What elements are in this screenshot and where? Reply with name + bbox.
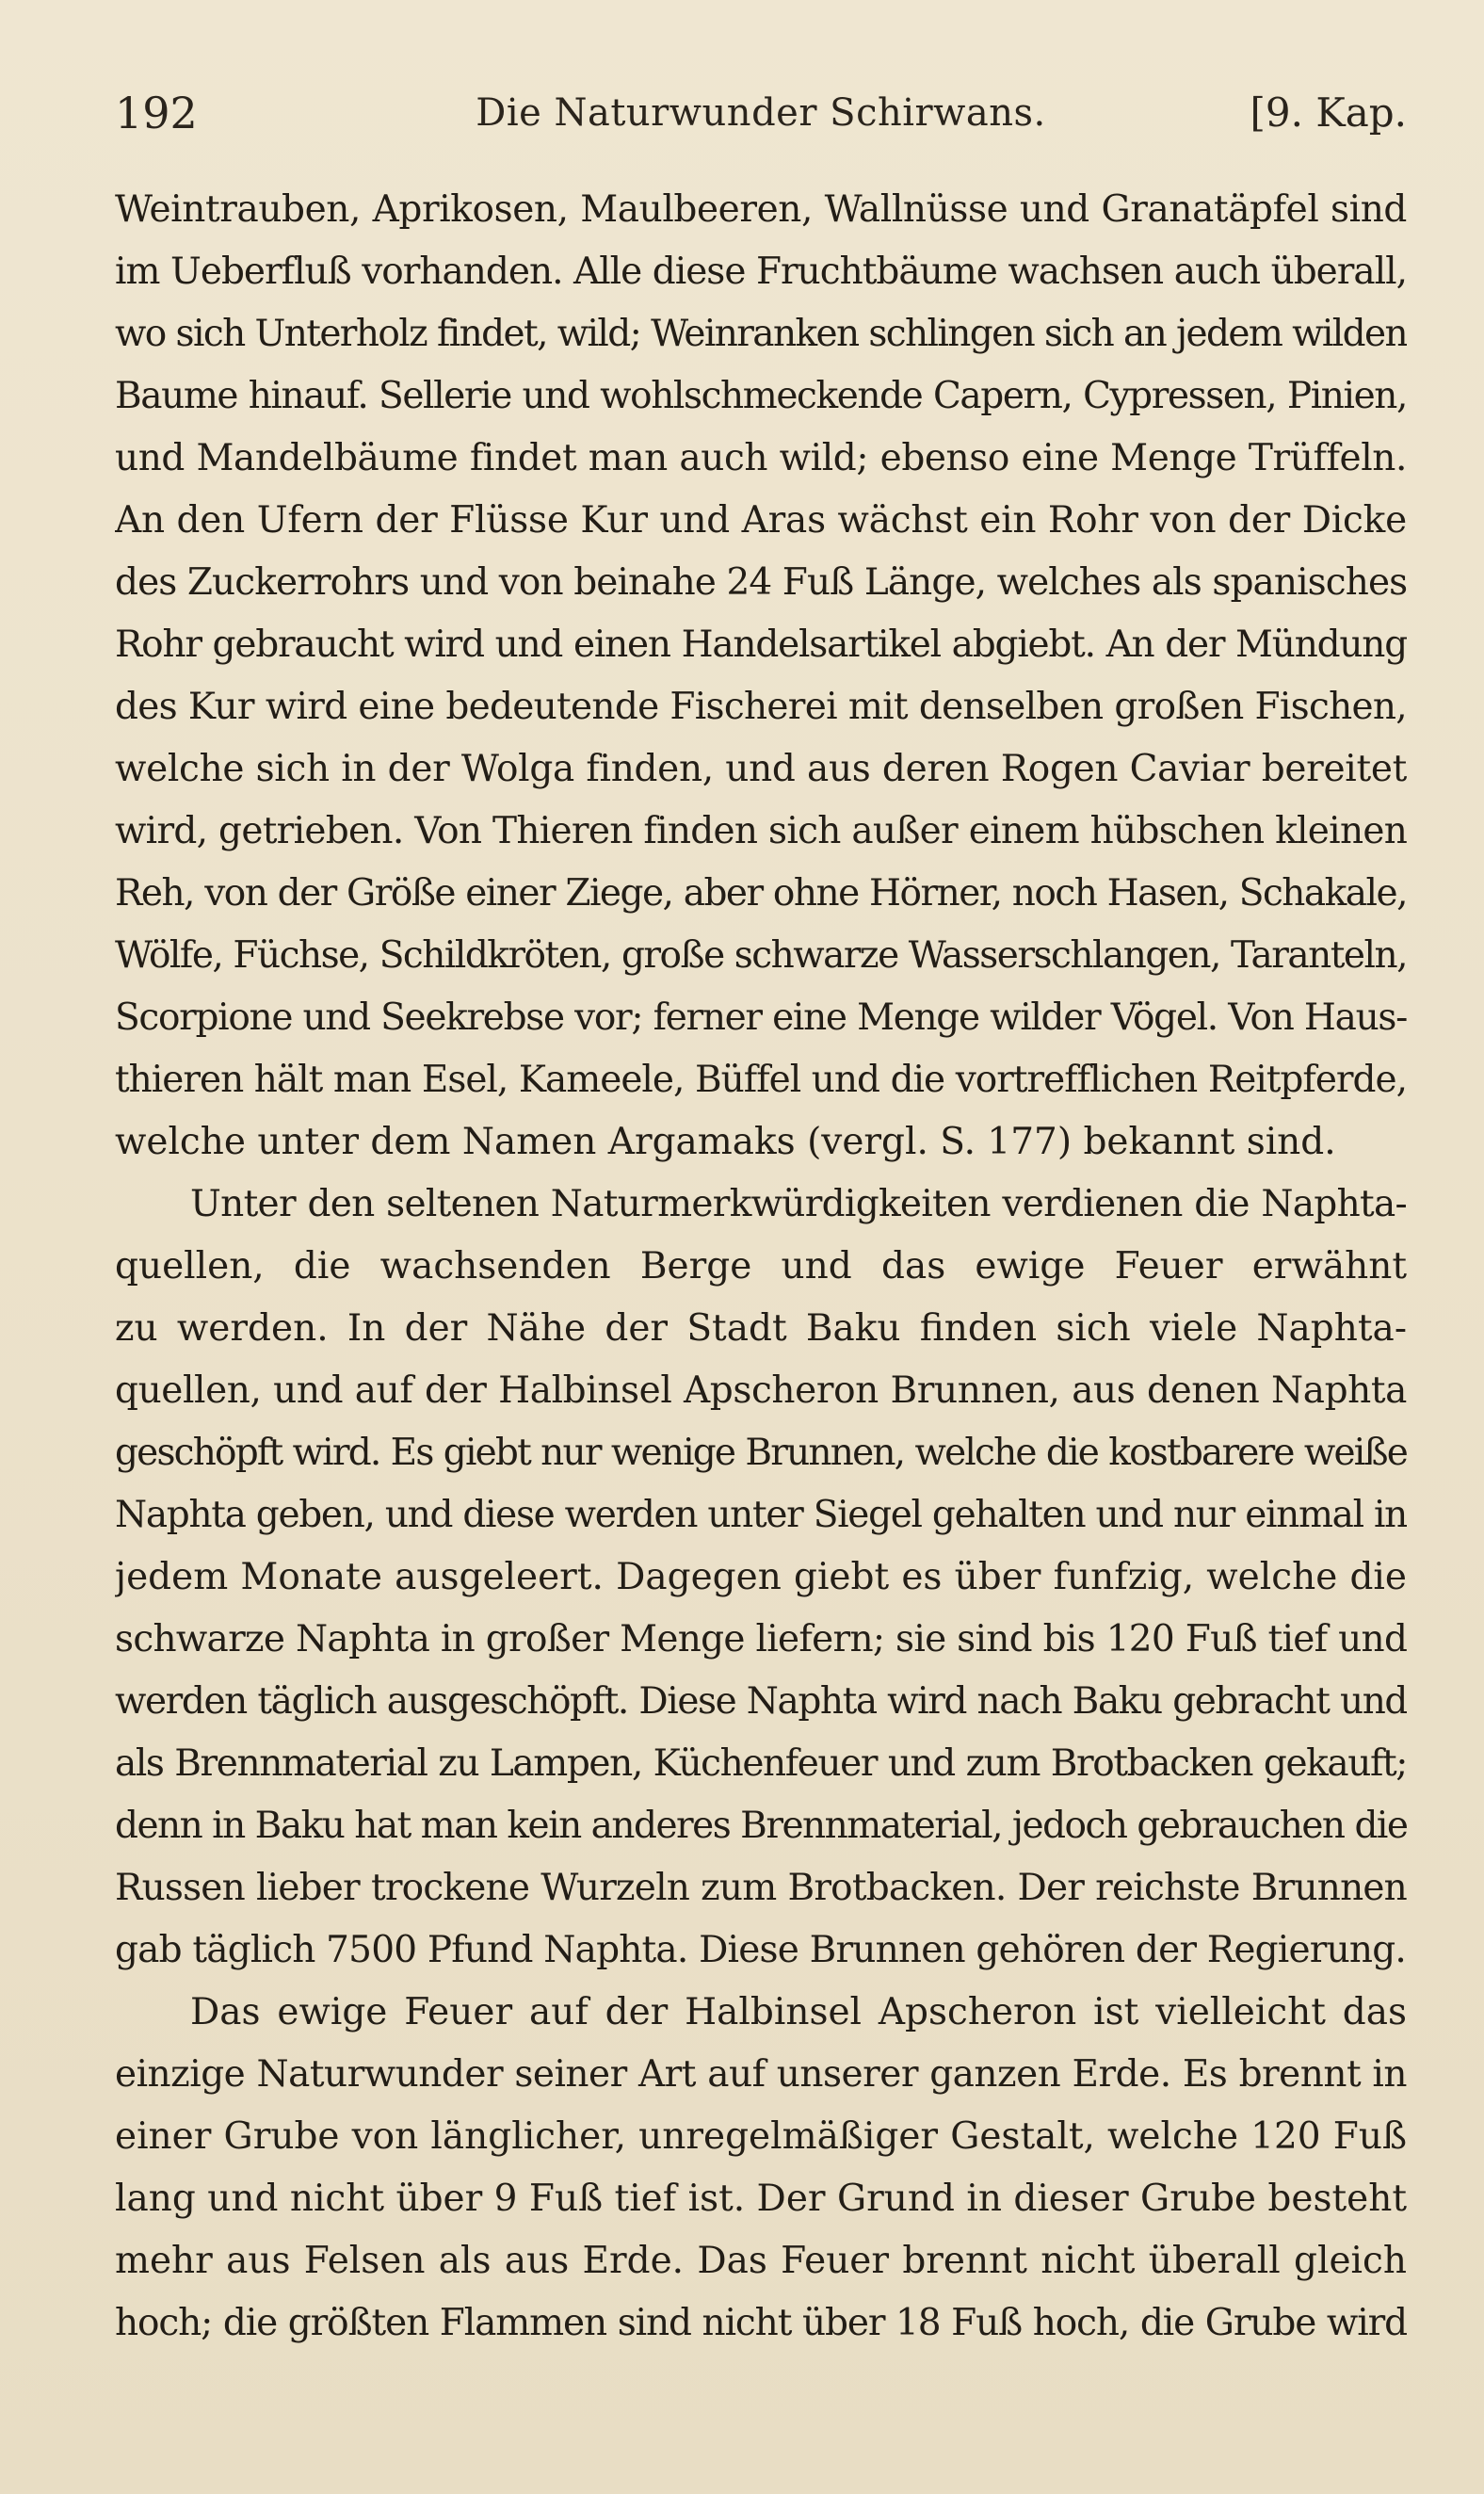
text-line: schwarze Naphta in großer Menge liefern; sie sind bis 120 Fuß tief und: [115, 1618, 1407, 1660]
text-line: gab täglich 7500 Pfund Naphta. Diese Brunnen gehören der Regierung.: [115, 1929, 1407, 1971]
page-header: [115, 85, 1407, 141]
text-line: Rohr gebraucht wird und einen Handelsartikel abgiebt. An der Mündung: [115, 624, 1407, 666]
text-line: quellen, die wachsenden Berge und das ewige Feuer erwähnt: [115, 1245, 1407, 1287]
text-line: Reh, von der Größe einer Ziege, aber ohne Hörner, noch Hasen, Schakale,: [115, 872, 1407, 915]
paragraph-1: [115, 179, 1407, 1174]
chapter-reference: [9. Kap.: [1250, 89, 1407, 136]
text-line: thieren hält man Esel, Kameele, Büffel und die vortrefflichen Reitpferde,: [115, 1059, 1407, 1101]
running-title: Die Naturwunder Schirwans.: [476, 91, 1046, 135]
text-line: quellen, und auf der Halbinsel Apscheron Brunnen, aus denen Naphta: [115, 1369, 1407, 1412]
text-line: jedem Monate ausgeleert. Dagegen giebt es über funfzig, welche die: [115, 1556, 1407, 1598]
text-line: werden täglich ausgeschöpft. Diese Naphta wird nach Baku gebracht und: [115, 1680, 1407, 1723]
text-line: und Mandelbäume findet man auch wild; ebenso eine Menge Trüffeln.: [115, 437, 1407, 479]
text-line: einer Grube von länglicher, unregelmäßiger Gestalt, welche 120 Fuß: [115, 2115, 1407, 2158]
text-line: Naphta geben, und diese werden unter Siegel gehalten und nur einmal in: [115, 1494, 1407, 1536]
text-line: welche unter dem Namen Argamaks (vergl. S. 177) bekannt sind.: [115, 1121, 1336, 1163]
paragraph-3: [115, 1982, 1407, 2355]
text-line: im Ueberfluß vorhanden. Alle diese Fruchtbäume wachsen auch überall,: [115, 251, 1407, 293]
page-number: 192: [115, 88, 198, 138]
text-line: Baume hinauf. Sellerie und wohlschmeckende Capern, Cypressen, Pinien,: [115, 375, 1407, 417]
text-line: geschöpft wird. Es giebt nur wenige Brunnen, welche die kostbarere weiße: [115, 1432, 1407, 1474]
text-line: zu werden. In der Nähe der Stadt Baku finden sich viele Naphta-: [115, 1307, 1407, 1350]
text-line: lang und nicht über 9 Fuß tief ist. Der Grund in dieser Grube besteht: [115, 2178, 1407, 2220]
text-line: denn in Baku hat man kein anderes Brennmaterial, jedoch gebrauchen die: [115, 1805, 1407, 1847]
text-line: Das ewige Feuer auf der Halbinsel Apscheron ist vielleicht das: [190, 1991, 1407, 2033]
text-line: Wölfe, Füchse, Schildkröten, große schwarze Wasserschlangen, Taranteln,: [115, 934, 1407, 977]
text-line: Weintrauben, Aprikosen, Maulbeeren, Wallnüsse und Granatäpfel sind: [115, 188, 1407, 231]
text-line: einzige Naturwunder seiner Art auf unserer ganzen Erde. Es brennt in: [115, 2053, 1407, 2096]
text-line: wird, getrieben. Von Thieren finden sich außer einem hübschen kleinen: [115, 810, 1407, 852]
text-line: Russen lieber trockene Wurzeln zum Brotbacken. Der reichste Brunnen: [115, 1867, 1407, 1909]
text-line: wo sich Unterholz findet, wild; Weinranken schlingen sich an jedem wilden: [115, 313, 1407, 355]
text-line: mehr aus Felsen als aus Erde. Das Feuer brennt nicht überall gleich: [115, 2240, 1407, 2282]
text-line: hoch; die größten Flammen sind nicht über 18 Fuß hoch, die Grube wird: [115, 2302, 1407, 2344]
text-line: welche sich in der Wolga finden, und aus deren Rogen Caviar bereitet: [115, 748, 1407, 790]
text-line: des Zuckerrohrs und von beinahe 24 Fuß Länge, welches als spanisches: [115, 561, 1407, 604]
paragraph-2: [115, 1174, 1407, 1982]
text-line: als Brennmaterial zu Lampen, Küchenfeuer und zum Brotbacken gekauft;: [115, 1742, 1407, 1785]
text-line: An den Ufern der Flüsse Kur und Aras wächst ein Rohr von der Dicke: [115, 499, 1407, 542]
text-line: des Kur wird eine bedeutende Fischerei mit denselben großen Fischen,: [115, 686, 1407, 728]
body-text: [115, 179, 1407, 2355]
text-line: Scorpione und Seekrebse vor; ferner eine Menge wilder Vögel. Von Haus-: [115, 996, 1407, 1039]
text-line: Unter den seltenen Naturmerkwürdigkeiten verdienen die Naphta-: [190, 1183, 1407, 1225]
